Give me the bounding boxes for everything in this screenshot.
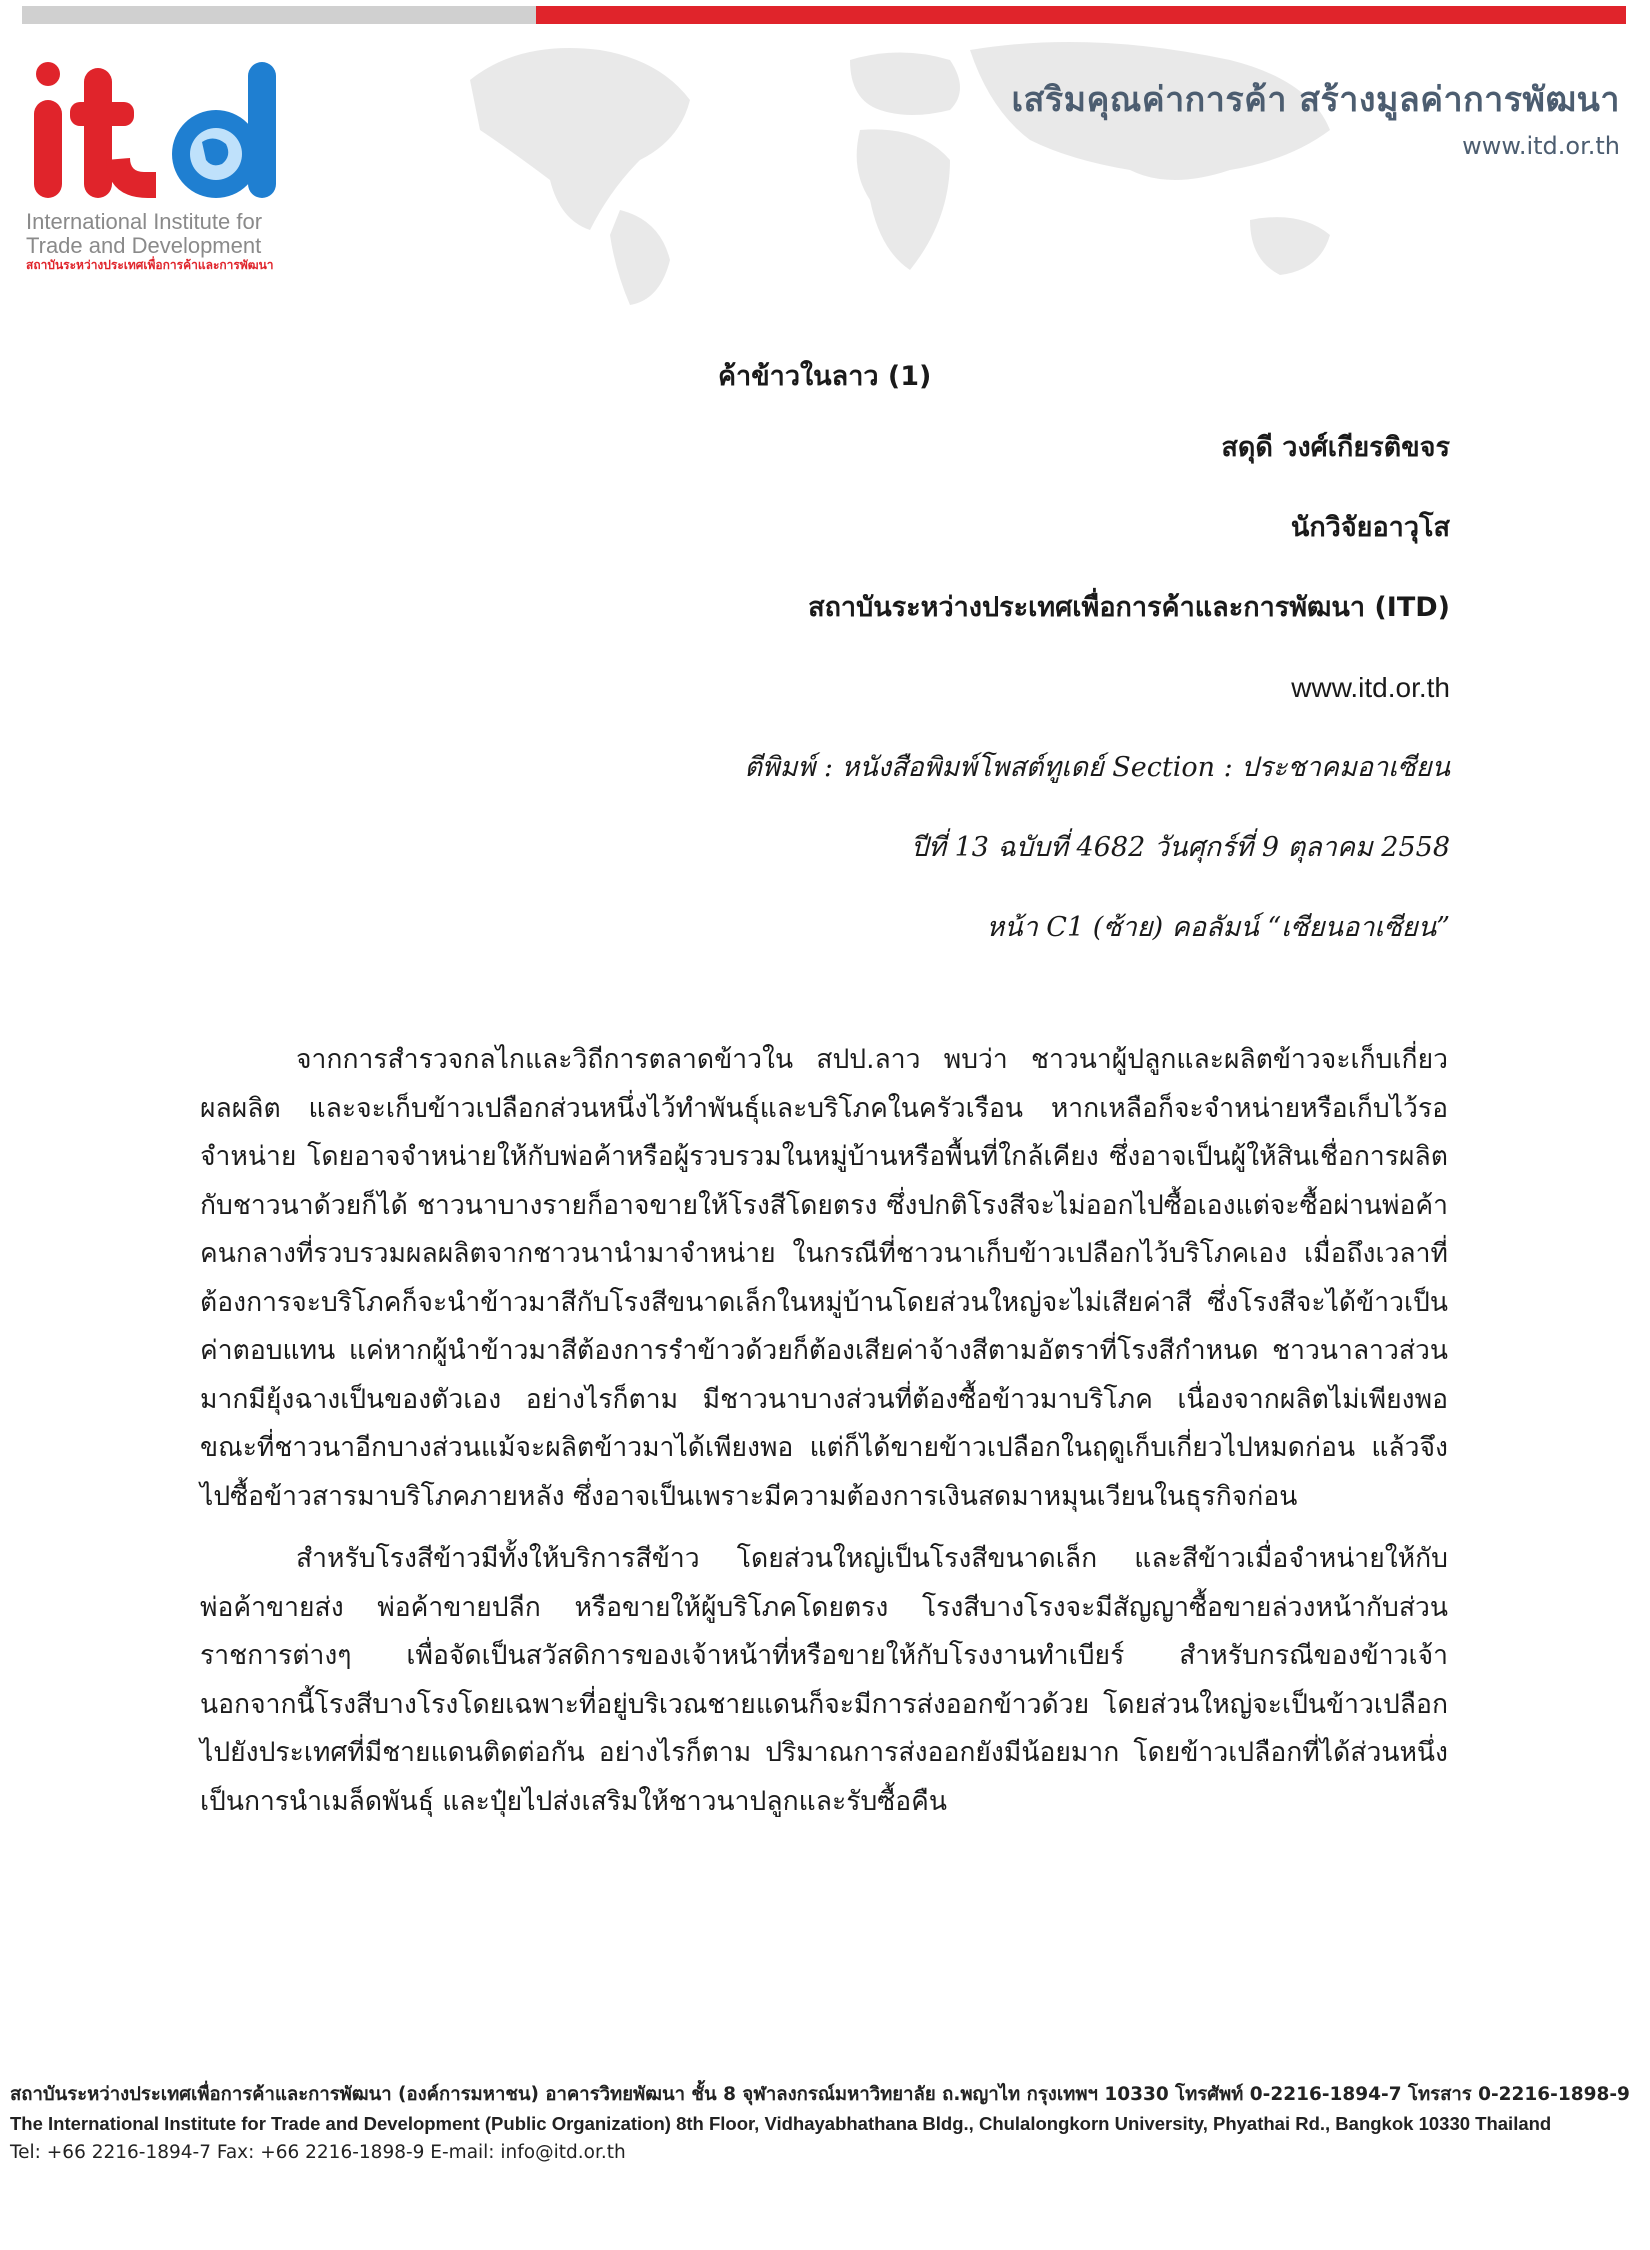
article-title: ค้าข้าวในลาว (1): [718, 361, 932, 392]
published-in: ตีพิมพ์ : หนังสือพิมพ์โพสต์ทูเดย์ Section : ประชาคมอาเซียน: [744, 752, 1450, 783]
article-body: [200, 1036, 1448, 1840]
page-footer: [10, 2080, 1635, 2167]
slogan-text: เสริมคุณค่าการค้า สร้างมูลค่าการพัฒนา: [1011, 80, 1620, 120]
paragraph-1: จากการสำรวจกลไกและวิถีการตลาดข้าวใน สปป.ลาว พบว่า ชาวนาผู้ปลูกและผลิตข้าวจะเก็บเกี่ยวผลผลิต และจะเก็บข้าวเปลือกส่วนหนึ่งไว้ทำพันธุ์และบริโภคในครัวเรือน หากเหลือก็จะจำหน่ายหรือเก็บไว้รอจำหน่าย โดยอาจจำหน่ายให้กับพ่อค้าหรือผู้รวบรวมในหมู่บ้านหรือพื้นที่ใกล้เคียง ซึ่งอาจเป็นผู้ให้สินเชื่อการผลิตกับชาวนาด้วยก็ได้ ชาวนาบางรายก็อาจขายให้โรงสีโดยตรง ซึ่งปกติโรงสีจะไม่ออกไปซื้อเองแต่จะซื้อผ่านพ่อค้าคนกลางที่รวบรวมผลผลิตจากชาวนานำมาจำหน่าย ในกรณีที่ชาวนาเก็บข้าวเปลือกไว้บริโภคเอง เมื่อถึงเวลาที่ต้องการจะบริโภคก็จะนำข้าวมาสีกับโรงสีขนาดเล็กในหมู่บ้านโดยส่วนใหญ่จะไม่เสียค่าสี ซึ่งโรงสีจะได้ข้าวเป็นค่าตอบแทน แค่หากผู้นำข้าวมาสีต้องการรำข้าวด้วยก็ต้องเสียค่าจ้างสีตามอัตราที่โรงสีกำหนด ชาวนาลาวส่วนมากมียุ้งฉางเป็นของตัวเอง อย่างไรก็ตาม มีชาวนาบางส่วนที่ต้องซื้อข้าวมาบริโภค เนื่องจากผลิตไม่เพียงพอ ขณะที่ชาวนาอีกบางส่วนแม้จะผลิตข้าวมาได้เพียงพอ แต่ก็ได้ขายข้าวเปลือกในฤดูเก็บเกี่ยวไปหมดก่อน แล้วจึงไปซื้อข้าวสารมาบริโภคภายหลัง ซึ่งอาจเป็นเพราะมีความต้องการเงินสดมาหมุนเวียนในธุรกิจก่อน: [200, 1044, 1448, 1512]
article-meta: [550, 408, 1450, 968]
slogan-block: [1012, 72, 1620, 160]
author-name: สดุดี วงศ์เกียรติขจร: [1221, 432, 1450, 463]
logo-name-thai: สถาบันระหว่างประเทศเพื่อการค้าและการพัฒนา: [26, 258, 274, 272]
paragraph-2: สำหรับโรงสีข้าวมีทั้งให้บริการสีข้าว โดยส่วนใหญ่เป็นโรงสีขนาดเล็ก และสีข้าวเมื่อจำหน่ายให้กับพ่อค้าขายส่ง พ่อค้าขายปลีก หรือขายให้ผู้บริโภคโดยตรง โรงสีบางโรงจะมีสัญญาซื้อขายล่วงหน้ากับส่วนราชการต่างๆ เพื่อจัดเป็นสวัสดิการของเจ้าหน้าที่หรือขายให้กับโรงงานทำเบียร์ สำหรับกรณีของข้าวเจ้า นอกจากนี้โรงสีบางโรงโดยเฉพาะที่อยู่บริเวณชายแดนก็จะมีการส่งออกข้าวด้วย โดยส่วนใหญ่จะเป็นข้าวเปลือกไปยังประเทศที่มีชายแดนติดต่อกัน อย่างไรก็ตาม ปริมาณการส่งออกยังมีน้อยมาก โดยข้าวเปลือกที่ได้ส่วนหนึ่งเป็นการนำเมล็ดพันธุ์ และปุ๋ยไปส่งเสริมให้ชาวนาปลูกและรับซื้อคืน: [200, 1543, 1448, 1817]
footer-english-address: The International Institute for Trade and Development (Public Organization) 8th Floor, Vidhayabhathana Bldg., Chulalongkorn University, Phyathai Rd., Bangkok 10330 Thailand: [10, 2113, 1552, 2134]
logo-name-line2: Trade and Development: [26, 233, 262, 258]
footer-thai-address: สถาบันระหว่างประเทศเพื่อการค้าและการพัฒนา (องค์การมหาชน) อาคารวิทยพัฒนา ชั้น 8 จุฬาลงกรณ์มหาวิทยาลัย ถ.พญาไท กรุงเทพฯ 10330 โทรศัพท์ 0-2216-1894-7 โทรสาร 0-2216-1898-9: [10, 2084, 1630, 2105]
itd-logo-mark: [26, 60, 286, 200]
logo-name-line1: International Institute for: [26, 209, 263, 234]
author-position: นักวิจัยอาวุโส: [1290, 512, 1450, 543]
itd-logo: [26, 60, 296, 272]
footer-contact: Tel: +66 2216-1894-7 Fax: +66 2216-1898-9 E-mail: info@itd.or.th: [10, 2142, 626, 2163]
author-institute: สถาบันระหว่างประเทศเพื่อการค้าและการพัฒนา (ITD): [808, 592, 1450, 623]
article-website[interactable]: www.itd.or.th: [1291, 672, 1450, 703]
issue-info: ปีที่ 13 ฉบับที่ 4682 วันศุกร์ที่ 9 ตุลาคม 2558: [911, 832, 1450, 863]
slogan-website[interactable]: www.itd.or.th: [1462, 132, 1620, 160]
world-map-watermark: [430, 20, 1430, 310]
page-column-info: หน้า C1 (ซ้าย) คอลัมน์ “เซียนอาเซียน”: [986, 912, 1450, 943]
